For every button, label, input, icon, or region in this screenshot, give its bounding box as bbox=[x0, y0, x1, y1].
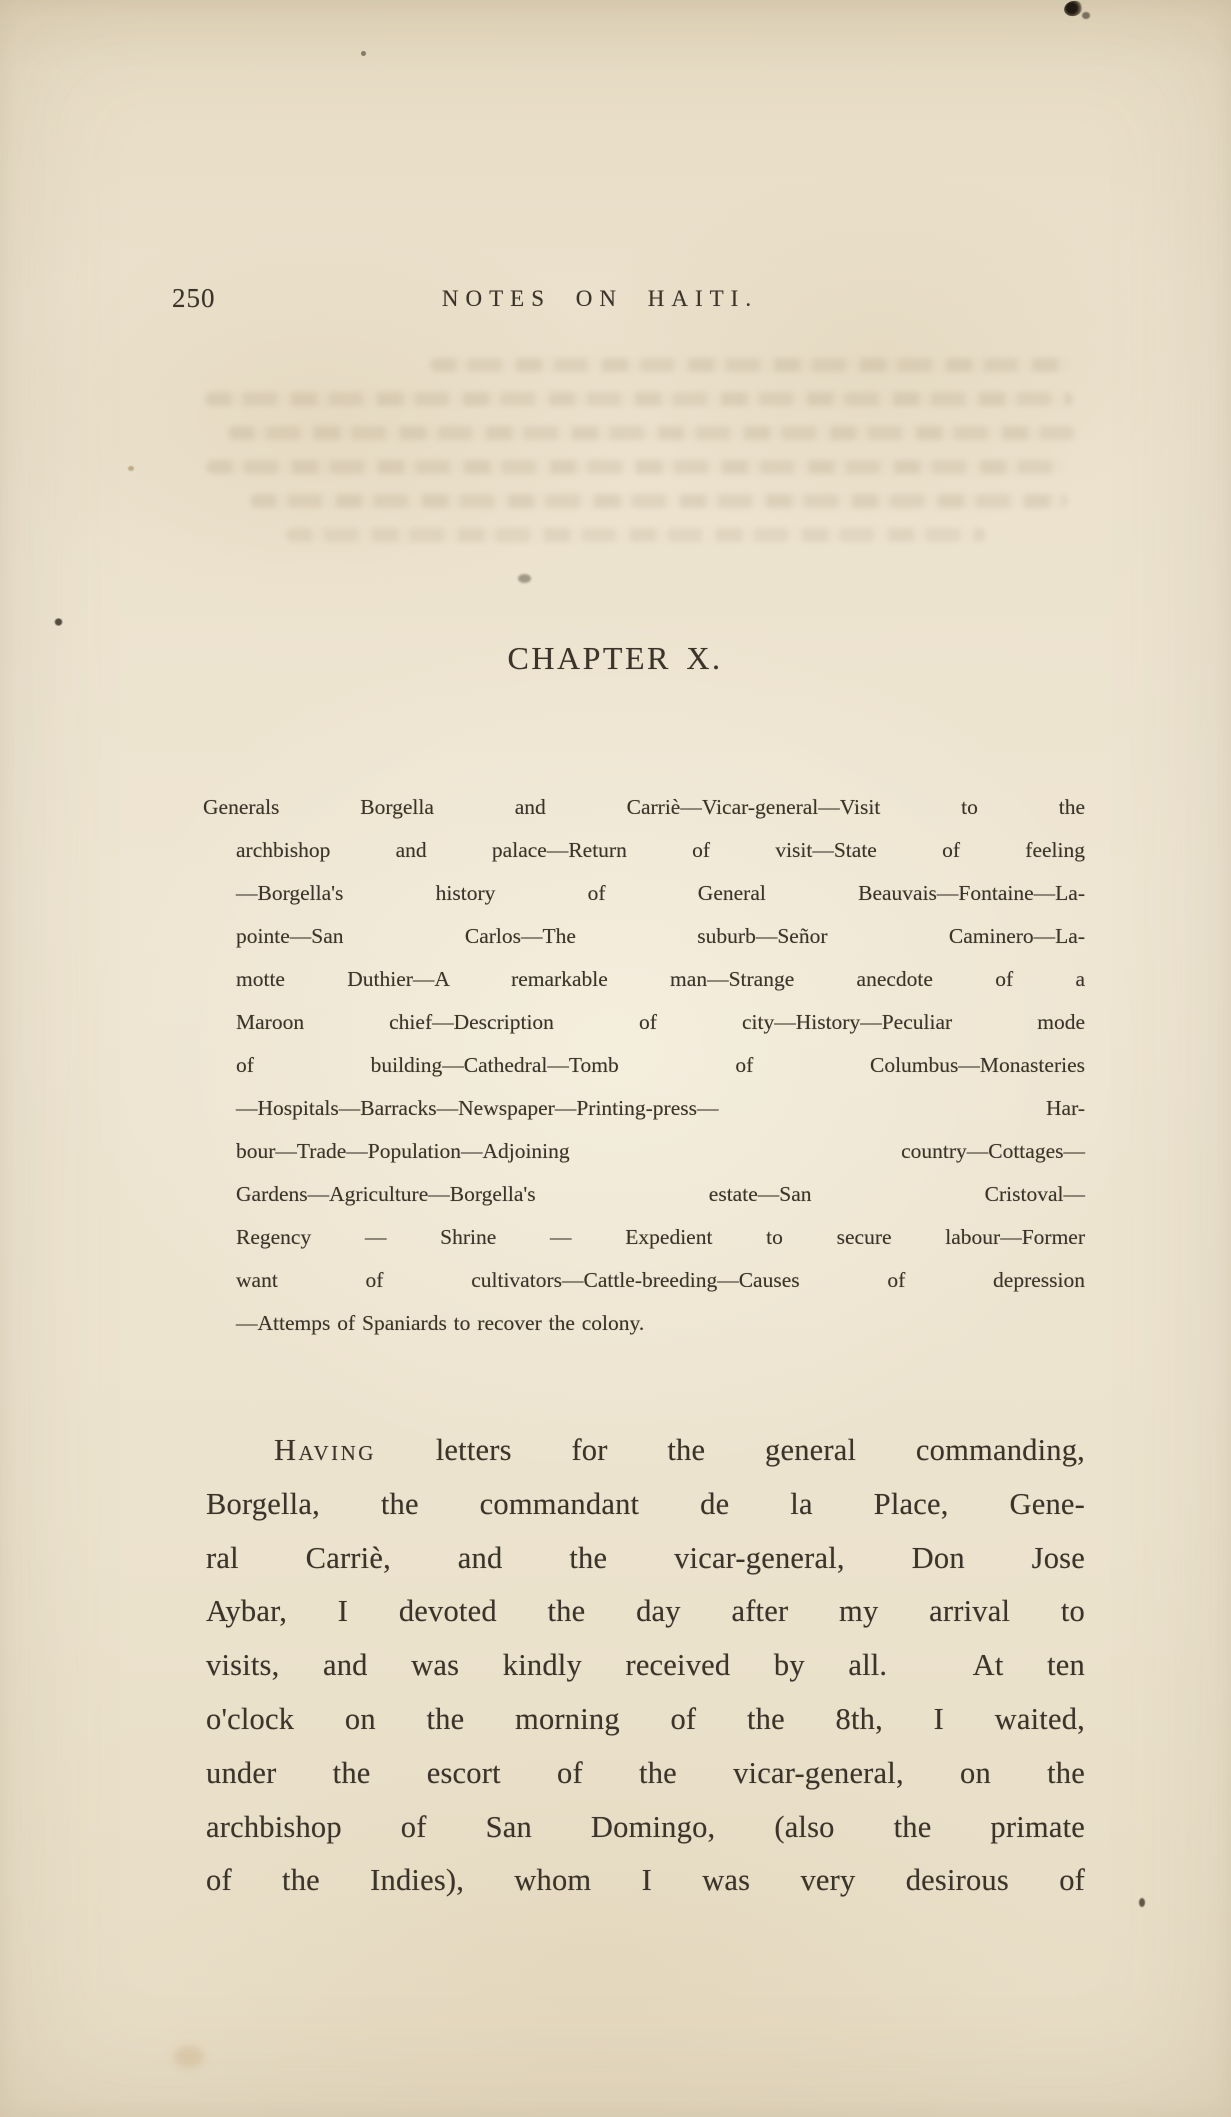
show-through-line bbox=[430, 358, 1070, 372]
summary-line: want of cultivators—Cattle-breeding—Causes of depression bbox=[236, 1268, 1085, 1292]
body-line: ral Carriè, and the vicar-general, Don Jose bbox=[206, 1540, 1085, 1575]
summary-line: of building—Cathedral—Tomb of Columbus—Monasteries bbox=[236, 1053, 1085, 1077]
body-line: of the Indies), whom I was very desirous of bbox=[206, 1863, 1085, 1898]
page-number: 250 bbox=[172, 283, 216, 313]
summary-line: —Borgella's history of General Beauvais—Fontaine—La- bbox=[236, 881, 1085, 905]
summary-line: —Hospitals—Barracks—Newspaper—Printing-press— Har- bbox=[236, 1096, 1085, 1120]
body-line: o'clock on the morning of the 8th, I waited, bbox=[206, 1701, 1085, 1736]
opening-word-small-caps: Having bbox=[274, 1433, 376, 1467]
chapter-summary bbox=[203, 786, 1085, 1345]
show-through-line bbox=[206, 460, 1066, 474]
body-line-text: letters for the general commanding, bbox=[375, 1433, 1085, 1467]
paper-stain bbox=[174, 2046, 204, 2068]
summary-line: —Attemps of Spaniards to recover the colony. bbox=[236, 1311, 645, 1335]
body-line bbox=[206, 1424, 1085, 1478]
ink-blot bbox=[1082, 12, 1090, 19]
summary-line: Maroon chief—Description of city—History—Peculiar mode bbox=[236, 1010, 1085, 1034]
paper-speck bbox=[128, 466, 134, 471]
show-through-line bbox=[205, 392, 1073, 406]
paper-speck bbox=[1139, 1898, 1145, 1907]
body-paragraph bbox=[206, 1424, 1085, 1908]
running-head bbox=[0, 283, 1231, 319]
summary-line: bour—Trade—Population—Adjoining country—Cottages— bbox=[236, 1139, 1085, 1163]
summary-line: motte Duthier—A remarkable man—Strange anecdote of a bbox=[236, 967, 1085, 991]
paper-smudge bbox=[518, 574, 531, 583]
show-through-line bbox=[228, 426, 1076, 440]
body-line: visits, and was kindly received by all. At ten bbox=[206, 1648, 1085, 1683]
running-header: NOTES ON HAITI. bbox=[441, 286, 759, 311]
summary-line: archbishop and palace—Return of visit—State of feeling bbox=[236, 838, 1085, 862]
body-line: Aybar, I devoted the day after my arrival to bbox=[206, 1594, 1085, 1629]
summary-line: Regency — Shrine — Expedient to secure labour—Former bbox=[236, 1225, 1085, 1249]
show-through-line bbox=[250, 494, 1068, 508]
body-line: archbishop of San Domingo, (also the primate bbox=[206, 1809, 1085, 1844]
body-line: Borgella, the commandant de la Place, Gene- bbox=[206, 1486, 1085, 1521]
show-through-line bbox=[286, 528, 986, 542]
paper-speck bbox=[54, 618, 63, 626]
summary-line: Generals Borgella and Carriè—Vicar-general—Visit to the bbox=[203, 795, 1085, 819]
summary-line: pointe—San Carlos—The suburb—Señor Caminero—La- bbox=[236, 924, 1085, 948]
chapter-heading: CHAPTER X. bbox=[507, 640, 723, 676]
paper-speck bbox=[361, 51, 366, 56]
summary-line: Gardens—Agriculture—Borgella's estate—San Cristoval— bbox=[236, 1182, 1085, 1206]
body-line: under the escort of the vicar-general, on the bbox=[206, 1755, 1085, 1790]
